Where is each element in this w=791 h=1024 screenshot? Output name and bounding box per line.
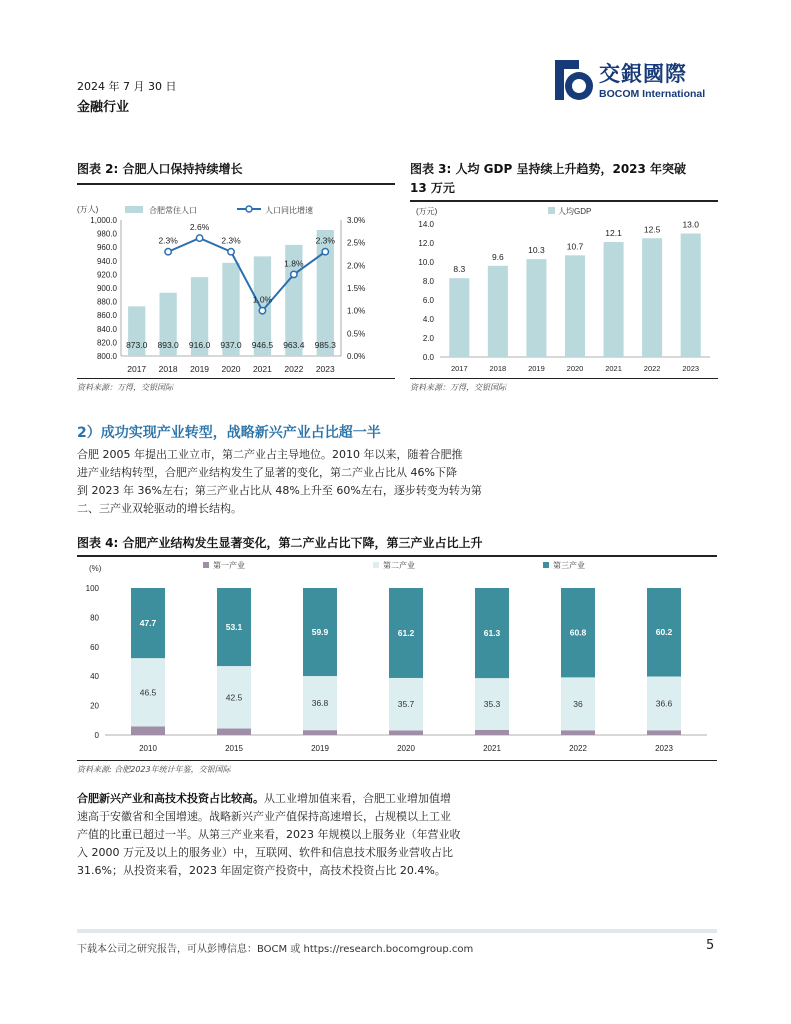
y-axis-unit: (%) — [89, 564, 102, 573]
left-tick-label: 860.0 — [96, 311, 117, 321]
x-tick-label: 2019 — [190, 364, 210, 374]
legend-line-marker — [246, 206, 252, 212]
population-data-label: 937.0 — [220, 340, 242, 350]
right-tick-label: 0.5% — [347, 329, 366, 339]
figure3-chart — [410, 202, 718, 378]
legend-bar-label: 合肥常住人口 — [149, 206, 197, 215]
x-tick-label: 2022 — [643, 364, 661, 373]
gdp-data-label: 10.3 — [528, 245, 545, 256]
y-tick-label: 80 — [90, 613, 99, 623]
figure4-title: 图表 4: 合肥产业结构发生显著变化，第二产业占比下降，第三产业占比上升 — [77, 536, 483, 550]
left-tick-label: 1,000.0 — [90, 216, 117, 225]
left-tick-label: 840.0 — [96, 324, 117, 334]
y-tick-label: 6.0 — [422, 296, 434, 305]
y-tick-label: 2.0 — [422, 334, 434, 343]
segment-data-label: 60.2 — [655, 627, 673, 638]
gdp-bar — [488, 266, 508, 357]
x-tick-label: 2022 — [284, 364, 304, 374]
x-tick-label: 2020 — [221, 364, 241, 374]
segment-data-label: 61.2 — [397, 627, 415, 638]
segment-data-label: 53.1 — [225, 622, 243, 633]
y-tick-label: 14.0 — [418, 220, 434, 229]
figure2-bottom-rule — [77, 378, 395, 379]
right-tick-label: 1.0% — [347, 306, 366, 316]
segment-data-label: 36.8 — [311, 698, 329, 709]
left-tick-label: 880.0 — [96, 297, 117, 307]
gdp-bar — [604, 242, 624, 357]
paragraph-line: 入 2000 万元及以上的服务业）中，互联网、软件和信息技术服务业营收占比 — [77, 846, 453, 859]
x-tick-label: 2015 — [225, 744, 243, 753]
segment-data-label: 35.7 — [397, 699, 415, 710]
left-tick-label: 820.0 — [96, 338, 117, 348]
y-tick-label: 10.0 — [418, 258, 434, 267]
logo-chinese: 交銀國際 — [599, 61, 687, 86]
right-tick-label: 3.0% — [347, 216, 366, 225]
growth-point — [228, 249, 234, 255]
figure3-title-line2: 13 万元 — [410, 181, 455, 195]
page-number: 5 — [706, 938, 715, 953]
footer-text: 下载本公司之研究报告，可从彭博信息：BOCM 或 https://research.bocomgroup.com — [77, 944, 474, 955]
legend-swatch — [543, 562, 549, 568]
paragraph-line: 产值的比重已超过一半。从第三产业来看，2023 年规模以上服务业（年营业收 — [77, 828, 461, 841]
company-logo — [553, 58, 718, 104]
gdp-data-label: 9.6 — [491, 251, 504, 262]
figure4-chart — [77, 557, 717, 760]
population-data-label: 873.0 — [126, 340, 148, 350]
x-tick-label: 2021 — [252, 364, 272, 374]
y-tick-label: 20 — [90, 701, 99, 711]
y-tick-label: 40 — [90, 672, 99, 682]
left-axis-unit: (万人) — [77, 205, 99, 214]
right-tick-label: 0.0% — [347, 352, 366, 361]
paragraph-line: 合肥 2005 年提出工业立市，第二产业占主导地位。2010 年以来，随着合肥推 — [77, 448, 463, 461]
x-tick-label: 2018 — [158, 364, 178, 374]
y-tick-label: 100 — [85, 584, 99, 593]
population-data-label: 985.3 — [314, 340, 336, 350]
report-date: 2024 年 7 月 30 日 — [77, 80, 177, 93]
growth-data-label: 2.3% — [315, 235, 335, 246]
growth-point — [196, 235, 202, 241]
paragraph-line: 进产业结构转型，合肥产业结构发生了显著的变化，第二产业占比从 46%下降 — [77, 466, 457, 479]
population-data-label: 893.0 — [157, 340, 179, 350]
segment-data-label: 47.7 — [139, 618, 157, 629]
segment-data-label: 61.3 — [483, 628, 501, 639]
figure4-bottom-rule — [77, 760, 717, 761]
logo-english: BOCOM International — [599, 88, 706, 100]
growth-data-label: 2.3% — [221, 235, 241, 246]
industry-segment — [217, 729, 251, 735]
paragraph-text: 从工业增加值来看，合肥工业增加值增 — [264, 792, 451, 805]
gdp-bar — [526, 259, 546, 357]
segment-data-label: 42.5 — [225, 692, 243, 703]
segment-data-label: 35.3 — [483, 699, 501, 710]
x-tick-label: 2019 — [311, 744, 329, 753]
gdp-data-label: 12.5 — [643, 224, 661, 235]
growth-data-label: 2.3% — [158, 235, 178, 246]
legend-label: 第三产业 — [553, 561, 585, 570]
growth-data-label: 2.6% — [189, 222, 210, 233]
growth-data-label: 1.0% — [252, 294, 273, 305]
gdp-data-label: 8.3 — [453, 264, 466, 275]
paragraph-line — [77, 790, 547, 808]
legend-label: 人均GDP — [558, 207, 592, 216]
right-tick-label: 2.5% — [347, 238, 366, 248]
industry-segment — [561, 730, 595, 735]
paragraph-lead: 合肥新兴产业和高技术投资占比较高。 — [77, 792, 264, 805]
x-tick-label: 2018 — [489, 364, 507, 373]
legend-bar-swatch — [125, 206, 143, 213]
left-tick-label: 960.0 — [96, 243, 117, 253]
industry-segment — [131, 726, 165, 735]
x-tick-label: 2019 — [528, 364, 545, 373]
section-paragraph — [77, 446, 547, 518]
x-tick-label: 2020 — [397, 744, 415, 753]
y-tick-label: 0 — [94, 731, 99, 740]
paragraph-line: 到 2023 年 36%左右；第三产业占比从 48%上升至 60%左右，逐步转变为转为第 — [77, 484, 482, 497]
industry-segment — [475, 730, 509, 735]
figure2-chart — [77, 196, 395, 378]
industry-segment — [303, 730, 337, 735]
population-data-label: 963.4 — [283, 340, 305, 350]
investment-paragraph — [77, 790, 547, 880]
x-tick-label: 2023 — [315, 364, 335, 374]
x-tick-label: 2023 — [655, 744, 673, 753]
right-tick-label: 2.0% — [347, 261, 366, 271]
x-tick-label: 2017 — [450, 364, 468, 373]
growth-point — [165, 249, 171, 255]
x-tick-label: 2017 — [127, 364, 147, 374]
y-axis-unit: (万元) — [416, 207, 438, 216]
gdp-bar — [642, 238, 662, 357]
legend-line-label: 人口同比增速 — [265, 206, 313, 215]
figure4-source: 资料来源: 合肥2023年统计年鉴，交银国际 — [77, 765, 231, 774]
industry-segment — [389, 730, 423, 735]
gdp-bar — [565, 255, 585, 357]
legend-swatch — [373, 562, 379, 568]
figure2-source: 资料来源：万得，交银国际 — [77, 383, 173, 392]
x-tick-label: 2021 — [483, 744, 501, 753]
left-tick-label: 940.0 — [96, 256, 117, 266]
population-data-label: 946.5 — [251, 340, 274, 350]
right-tick-label: 1.5% — [347, 284, 366, 293]
y-tick-label: 0.0 — [422, 353, 434, 362]
segment-data-label: 36 — [573, 698, 583, 709]
growth-data-label: 1.8% — [284, 258, 304, 269]
segment-data-label: 59.9 — [311, 627, 329, 638]
industry-segment — [647, 730, 681, 735]
gdp-data-label: 10.7 — [566, 241, 584, 252]
x-tick-label: 2020 — [566, 364, 584, 373]
figure3-title-line1: 图表 3: 人均 GDP 呈持续上升趋势，2023 年突破 — [410, 162, 687, 176]
left-tick-label: 900.0 — [96, 284, 117, 293]
section-heading: 2）成功实现产业转型，战略新兴产业占比超一半 — [77, 425, 381, 441]
figure3-source: 资料来源：万得，交银国际 — [410, 383, 506, 392]
segment-data-label: 46.5 — [139, 687, 157, 698]
legend-label: 第一产业 — [213, 561, 245, 570]
gdp-bar — [449, 278, 469, 357]
y-tick-label: 60 — [90, 642, 99, 652]
paragraph-line: 二、三产业双轮驱动的增长结构。 — [77, 502, 242, 515]
gdp-data-label: 13.0 — [682, 219, 699, 230]
paragraph-line: 速高于安徽省和全国增速。战略新兴产业产值保持高速增长，占规模以上工业 — [77, 810, 451, 823]
y-tick-label: 4.0 — [422, 315, 434, 324]
left-tick-label: 920.0 — [96, 270, 117, 280]
figure2-title: 图表 2: 合肥人口保持持续增长 — [77, 162, 243, 176]
x-tick-label: 2023 — [682, 364, 700, 373]
left-tick-label: 800.0 — [96, 352, 117, 361]
figure3-bottom-rule — [410, 378, 718, 379]
legend-swatch — [548, 207, 555, 214]
legend-label: 第二产业 — [383, 561, 415, 570]
growth-point — [322, 249, 328, 255]
segment-data-label: 36.6 — [655, 698, 673, 709]
segment-data-label: 60.8 — [569, 627, 587, 638]
gdp-data-label: 12.1 — [605, 228, 622, 239]
figure2-rule — [77, 183, 395, 185]
gdp-bar — [681, 234, 701, 358]
legend-swatch — [203, 562, 209, 568]
x-tick-label: 2021 — [605, 364, 622, 373]
y-tick-label: 8.0 — [422, 277, 434, 286]
sector-label: 金融行业 — [77, 100, 130, 115]
y-tick-label: 12.0 — [418, 239, 434, 248]
population-data-label: 916.0 — [188, 340, 211, 350]
growth-point — [291, 271, 297, 277]
footer-divider — [77, 929, 717, 933]
left-tick-label: 980.0 — [96, 229, 117, 239]
paragraph-line: 31.6%；从投资来看，2023 年固定资产投资中，高技术投资占比 20.4%。 — [77, 864, 446, 877]
x-tick-label: 2010 — [139, 744, 157, 753]
x-tick-label: 2022 — [569, 744, 587, 753]
growth-point — [259, 307, 265, 313]
logo-mark-icon — [553, 58, 597, 104]
